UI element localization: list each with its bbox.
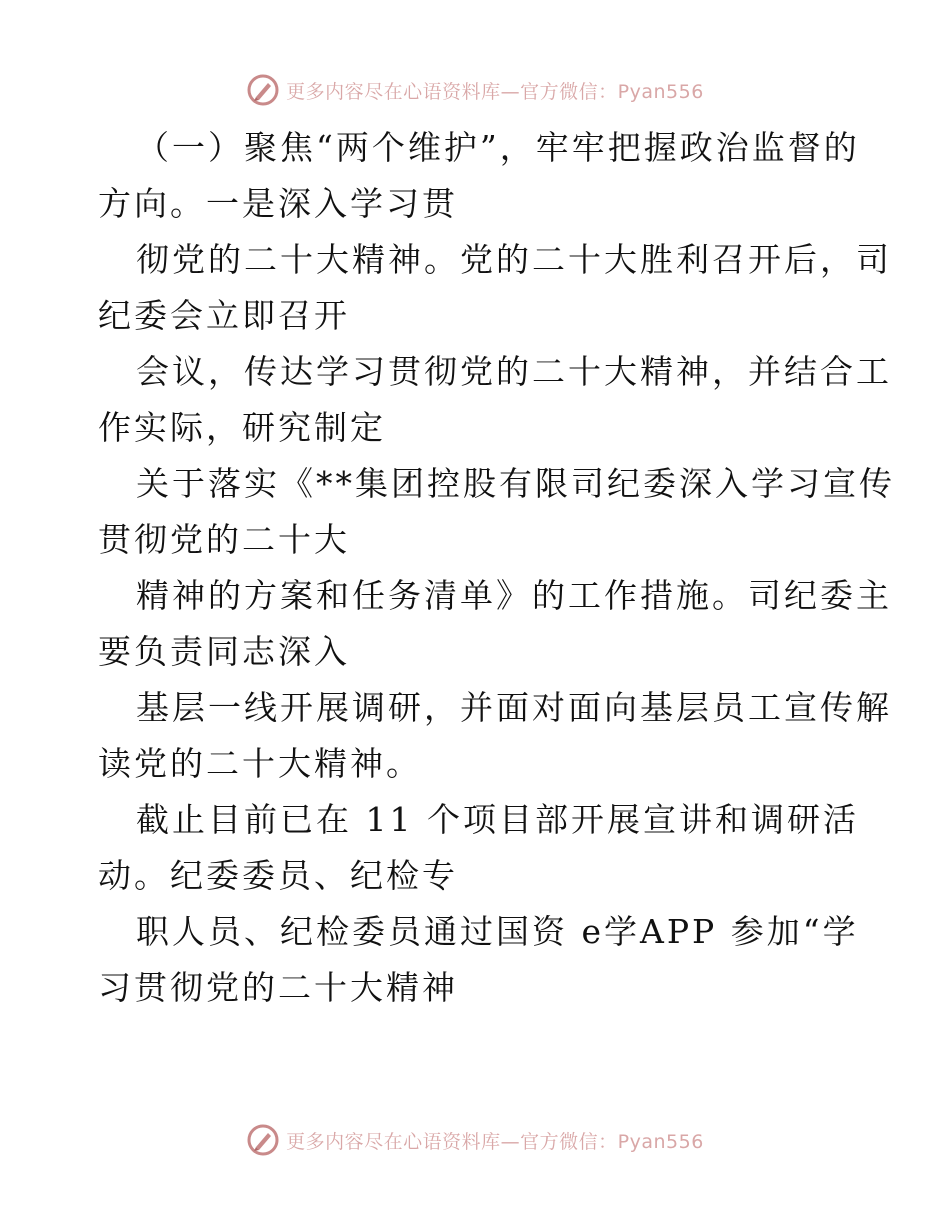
paragraph-line: 彻党的二十大精神。党的二十大胜利召开后，司 <box>136 240 892 279</box>
paragraph-line: 基层一线开展调研，并面对面向基层员工宣传解 <box>136 688 892 727</box>
paragraph-line: 精神的方案和任务清单》的工作措施。司纪委主 <box>136 576 892 615</box>
paragraph-line: 作实际，研究制定 <box>98 408 386 447</box>
paragraph-line: 截止目前已在 11 个项目部开展宣讲和调研活 <box>136 800 859 839</box>
paragraph-line: 职人员、纪检委员通过国资 e学APP 参加“学 <box>136 912 859 951</box>
header-watermark <box>0 70 950 110</box>
paragraph-line: 关于落实《**集团控股有限司纪委深入学习宣传 <box>136 464 895 503</box>
footer-watermark <box>0 1120 950 1160</box>
document-body <box>98 120 895 1016</box>
paragraph-line: 动。纪委委员、纪检专 <box>98 856 458 895</box>
paragraph-line: 会议，传达学习贯彻党的二十大精神，并结合工 <box>136 352 892 391</box>
paragraph-line: 贯彻党的二十大 <box>98 520 350 559</box>
paragraph-line: （一）聚焦“两个维护”，牢牢把握政治监督的 <box>136 128 860 167</box>
paragraph-line: 习贯彻党的二十大精神 <box>98 968 458 1007</box>
pen-logo-icon <box>246 73 280 107</box>
pen-logo-icon <box>246 1123 280 1157</box>
watermark-text: 更多内容尽在心语资料库—官方微信：Pyan556 <box>286 1130 704 1153</box>
paragraph-line: 读党的二十大精神。 <box>98 744 422 783</box>
watermark-text: 更多内容尽在心语资料库—官方微信：Pyan556 <box>286 80 704 103</box>
paragraph-line: 纪委会立即召开 <box>98 296 350 335</box>
paragraph-line: 要负责同志深入 <box>98 632 350 671</box>
paragraph-line: 方向。一是深入学习贯 <box>98 184 458 223</box>
